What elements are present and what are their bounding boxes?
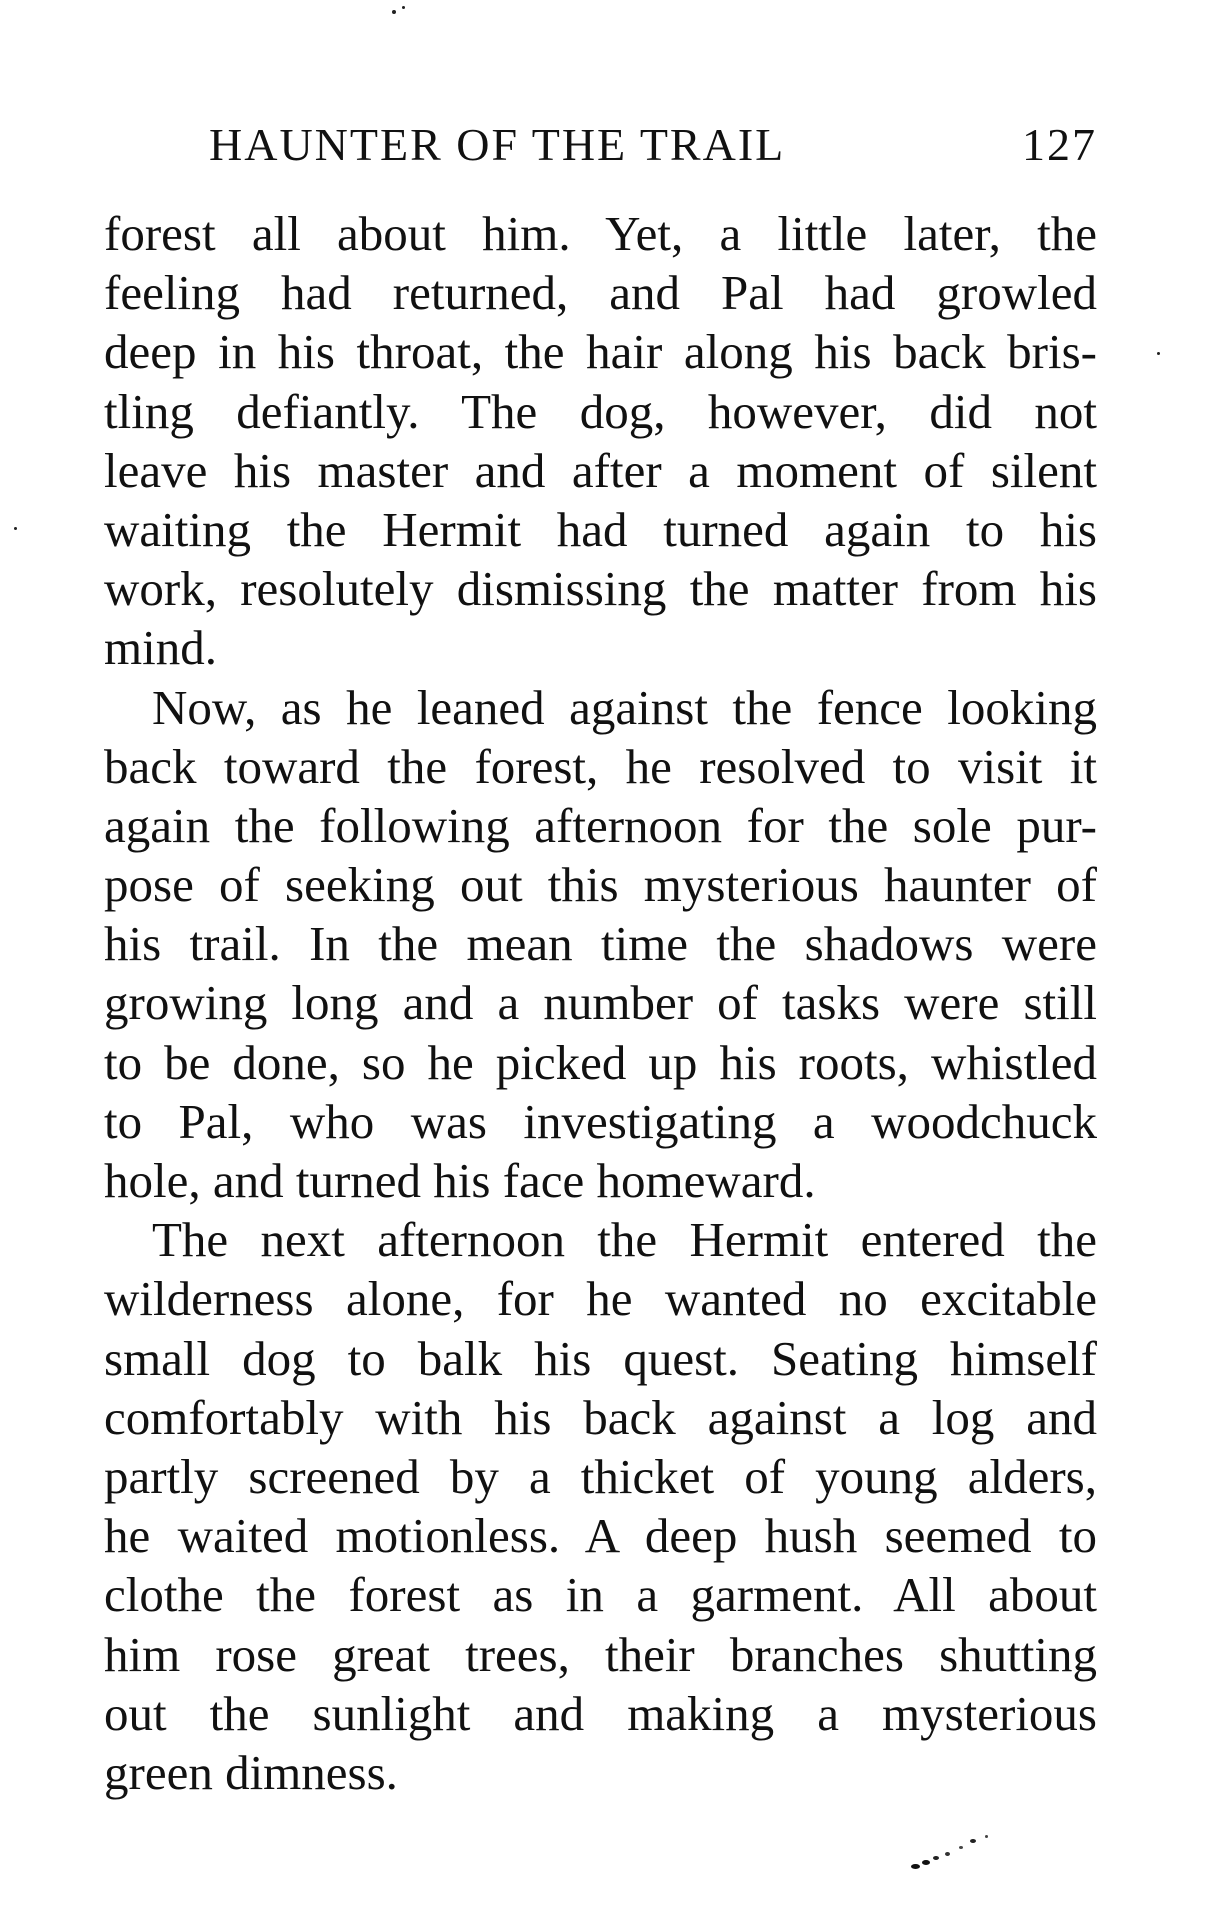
text-line: his trail. In the mean time the shadows were [104, 916, 1097, 972]
text-line: The next afternoon the Hermit entered the [152, 1212, 1097, 1268]
running-head [209, 118, 1097, 178]
ink-speck [933, 1856, 939, 1860]
ink-speck [392, 10, 396, 14]
paragraph-2 [104, 678, 1097, 1211]
text-line: back toward the forest, he resolved to visit it [104, 738, 1097, 794]
text-line: clothe the forest as in a garment. All about [104, 1567, 1097, 1623]
ink-speck [945, 1852, 950, 1856]
ink-speck [985, 1835, 988, 1838]
text-line: pose of seeking out this mysterious haunter of [104, 857, 1097, 913]
text-line: waiting the Hermit had turned again to his [104, 501, 1097, 557]
text-line: Now, as he leaned against the fence looking [152, 679, 1097, 735]
text-line: again the following afternoon for the sole pur- [104, 797, 1097, 853]
text-line: feeling had returned, and Pal had growled [104, 265, 1097, 321]
text-line: to Pal, who was investigating a woodchuck [104, 1093, 1097, 1149]
text-line: mind. [104, 620, 217, 676]
page-number: 127 [1022, 119, 1097, 170]
paragraph-1 [104, 204, 1097, 678]
text-line: comfortably with his back against a log and [104, 1389, 1097, 1445]
text-line: to be done, so he picked up his roots, whistled [104, 1034, 1097, 1090]
text-line: he waited motionless. A deep hush seemed to [104, 1508, 1097, 1564]
text-line: partly screened by a thicket of young alders, [104, 1448, 1097, 1504]
ink-speck [922, 1860, 930, 1865]
text-line: hole, and turned his face homeward. [104, 1153, 816, 1208]
text-line: leave his master and after a moment of silent [104, 442, 1097, 498]
ink-speck [970, 1839, 976, 1843]
text-line: small dog to balk his quest. Seating himself [104, 1330, 1097, 1386]
ink-speck [14, 527, 17, 530]
ink-speck [911, 1864, 920, 1869]
ink-speck [402, 6, 405, 9]
text-line: out the sunlight and making a mysterious [104, 1685, 1097, 1741]
ink-speck [959, 1846, 963, 1849]
text-line: forest all about him. Yet, a little later, the [104, 206, 1097, 261]
text-line: him rose great trees, their branches shutting [104, 1626, 1097, 1682]
text-line: growing long and a number of tasks were still [104, 975, 1097, 1031]
text-line: tling defiantly. The dog, however, did not [104, 383, 1097, 439]
text-line: deep in his throat, the hair along his back bris- [104, 324, 1097, 380]
running-title: HAUNTER OF THE TRAIL [209, 119, 786, 170]
text-line: wilderness alone, for he wanted no excitable [104, 1271, 1097, 1327]
text-line: work, resolutely dismissing the matter from his [104, 561, 1097, 617]
text-line: green dimness. [104, 1744, 398, 1800]
ink-speck [1157, 352, 1160, 355]
paragraph-3 [104, 1210, 1097, 1802]
body-text [104, 204, 1097, 1802]
